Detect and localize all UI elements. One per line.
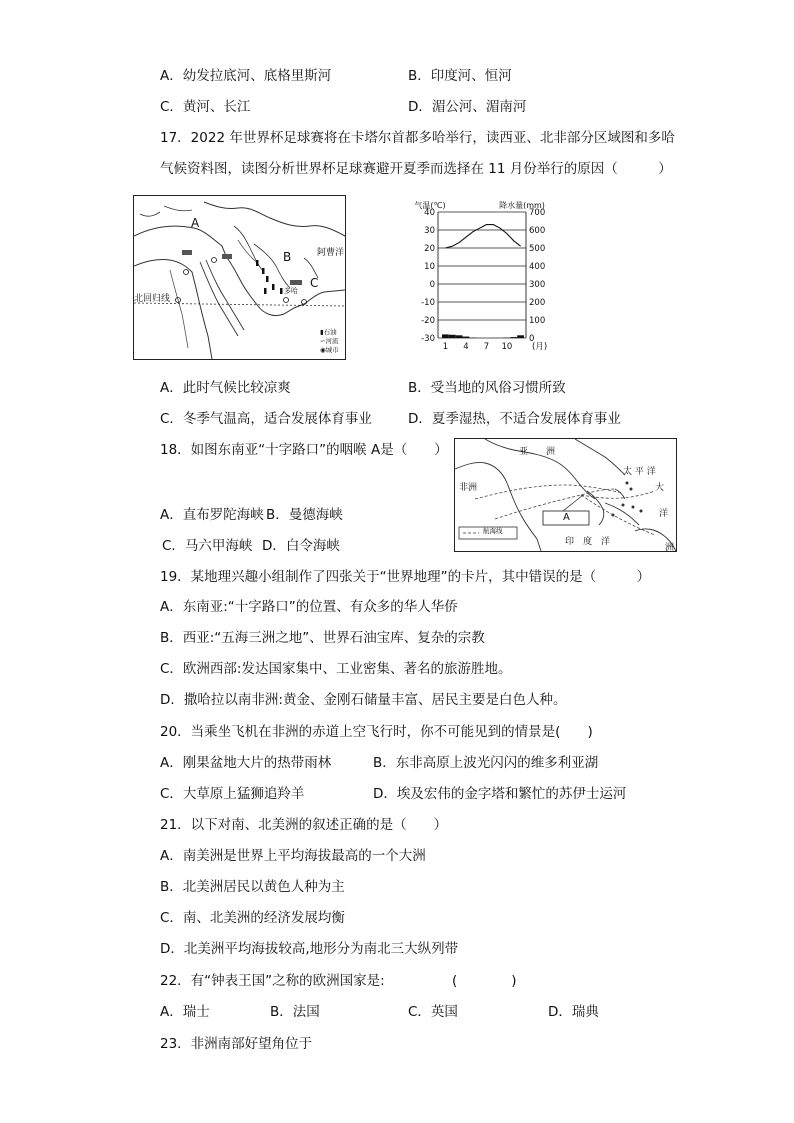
q18-stem: 18．如图东南亚“十字路口”的咽喉 A是（ ） (160, 442, 448, 458)
y2-tick-label: 100 (529, 316, 546, 326)
q17-option-b[interactable]: B．受当地的风俗习惯所致 (408, 380, 566, 396)
q23-stem: 23．非洲南部好望角位于 (160, 1036, 313, 1052)
y-tick-label: 10 (424, 262, 435, 272)
y-tick-label: 30 (424, 226, 435, 236)
q21-option-a[interactable]: A．南美洲是世界上平均海拔最高的一个大洲 (160, 848, 426, 864)
y-tick-label: 40 (424, 208, 435, 218)
x-tick-label: 1 (442, 342, 449, 352)
oil-icon: ▮ (320, 328, 324, 336)
legend-oil: ▮石油 (320, 328, 337, 336)
y2-tick-label: 0 (529, 334, 535, 344)
q18-option-a[interactable]: A．直布罗陀海峡 (160, 507, 264, 523)
map-legend (320, 328, 344, 358)
map-legend-route: 航海线 (483, 527, 503, 535)
doha-climate-chart (408, 198, 558, 358)
q21-option-c[interactable]: C．南、北美洲的经济发展均衡 (160, 910, 345, 926)
map-label-a: A (191, 216, 200, 230)
q22-option-c[interactable]: C．英国 (408, 1004, 458, 1020)
map-doha-label: 多哈 (284, 287, 298, 295)
y2-tick-label: 300 (529, 280, 546, 290)
q19-option-a[interactable]: A．东南亚:“十字路口”的位置、有众多的华人华侨 (160, 599, 458, 615)
q20-option-c[interactable]: C．大草原上猛狮追羚羊 (160, 786, 305, 802)
map-asia-label: 亚 洲 (519, 447, 556, 457)
y2-tick-label: 400 (529, 262, 546, 272)
map-australia-edge-label: 洲 (665, 543, 675, 552)
q19-option-c[interactable]: C．欧洲西部:发达国家集中、工业密集、著名的旅游胜地。 (160, 661, 512, 677)
x-tick-label: 7 (483, 342, 490, 352)
q22-stem: 22．有“钟表王国”之称的欧洲国家是: (160, 973, 385, 989)
q21-option-d[interactable]: D．北美洲平均海拔较高,地形分为南北三大纵列带 (160, 941, 459, 957)
x-axis-label: (月) (532, 342, 548, 352)
precipitation-bar (517, 335, 524, 338)
map-strait-label: A (563, 512, 570, 523)
q17-option-c[interactable]: C．冬季气温高，适合发展体育事业 (160, 411, 372, 427)
q17-option-d[interactable]: D．夏季湿热，不适合发展体育事业 (408, 411, 621, 427)
precipitation-bar (463, 337, 470, 338)
map-africa-label: 非洲 (459, 483, 478, 493)
y2-tick-label: 200 (529, 298, 546, 308)
q18-option-d[interactable]: D．白令海峡 (262, 538, 340, 554)
x-tick-label: 10 (501, 342, 513, 352)
q16-option-b[interactable]: B．印度河、恒河 (408, 68, 512, 84)
y-tick-label: 0 (429, 280, 435, 290)
map-label-b: B (283, 250, 292, 264)
q17-option-a[interactable]: A．此时气候比较凉爽 (160, 380, 291, 396)
map-tropic-label: 北回归线 (134, 294, 171, 304)
q19-stem: 19．某地理兴趣小组制作了四张关于“世界地理”的卡片，其中错误的是（ ） (160, 569, 651, 585)
q20-option-a[interactable]: A．刚果盆地大片的热带雨林 (160, 755, 332, 771)
map-sea-label: 阿曹洋 (317, 248, 345, 258)
city-icon: ◉ (320, 346, 326, 354)
q19-option-b[interactable]: B．西亚:“五海三洲之地”、世界石油宝库、复杂的宗教 (160, 630, 485, 646)
temperature-line (445, 225, 520, 248)
y2-tick-label: 600 (529, 226, 546, 236)
q22-option-a[interactable]: A．瑞士 (160, 1004, 210, 1020)
q22-option-d[interactable]: D．瑞典 (548, 1004, 599, 1020)
y-tick-label: 20 (424, 244, 435, 254)
q21-option-b[interactable]: B．北美洲居民以黄色人种为主 (160, 879, 345, 895)
precipitation-bar (442, 334, 449, 338)
precipitation-bar (510, 337, 517, 338)
y-tick-label: -10 (421, 298, 435, 308)
q16-option-c[interactable]: C．黄河、长江 (160, 99, 251, 115)
precipitation-bar (449, 335, 456, 338)
legend-river: ∽河流 (320, 337, 339, 345)
map-indian-ocean-label: 印 度 洋 (565, 537, 611, 547)
map-pacific-label-2: 大 (655, 483, 665, 493)
y2-tick-label: 500 (529, 244, 546, 254)
west-asia-map (133, 195, 346, 360)
q22-answer-paren: ( ) (452, 973, 517, 989)
y-tick-label: -30 (421, 334, 435, 344)
map-pacific-label-3: 洋 (659, 509, 669, 519)
q18-option-c[interactable]: C．马六甲海峡 (162, 538, 253, 554)
q18-option-b[interactable]: B．曼德海峡 (266, 507, 343, 523)
q16-option-a[interactable]: A．幼发拉底河、底格里斯河 (160, 68, 332, 84)
precipitation-bar (456, 335, 463, 338)
map-label-c: C (310, 276, 319, 290)
y-tick-label: -20 (421, 316, 435, 326)
x-tick-label: 4 (463, 342, 469, 352)
y2-tick-label: 700 (529, 208, 546, 218)
southeast-asia-map (454, 438, 677, 552)
map-pacific-label: 太 平 洋 (623, 467, 656, 477)
q21-stem: 21．以下对南、北美洲的叙述正确的是（ ） (160, 817, 448, 833)
q20-option-d[interactable]: D．埃及宏伟的金字塔和繁忙的苏伊士运河 (373, 786, 627, 802)
legend-city: ◉城市 (320, 346, 339, 354)
q19-option-d[interactable]: D．撒哈拉以南非洲:黄金、金刚石储量丰富、居民主要是白色人种。 (160, 692, 567, 708)
q20-stem: 20．当乘坐飞机在非洲的赤道上空飞行时，你不可能见到的情景是( ) (160, 724, 593, 740)
y2-axis-label: 降水量(mm) (499, 201, 545, 210)
q20-option-b[interactable]: B．东非高原上波光闪闪的维多利亚湖 (373, 755, 599, 771)
y-axis-label: 气温(℃) (414, 201, 446, 210)
river-icon: ∽ (320, 337, 326, 345)
q17-stem-line2: 气候资料图，读图分析世界杯足球赛避开夏季而选择在 11 月份举行的原因（ ） (160, 161, 672, 177)
q17-stem-line1: 17．2022 年世界杯足球赛将在卡塔尔首都多哈举行，读西亚、北非部分区域图和多哈 (160, 130, 675, 146)
q22-option-b[interactable]: B．法国 (270, 1004, 320, 1020)
q16-option-d[interactable]: D．湄公河、湄南河 (408, 99, 527, 115)
